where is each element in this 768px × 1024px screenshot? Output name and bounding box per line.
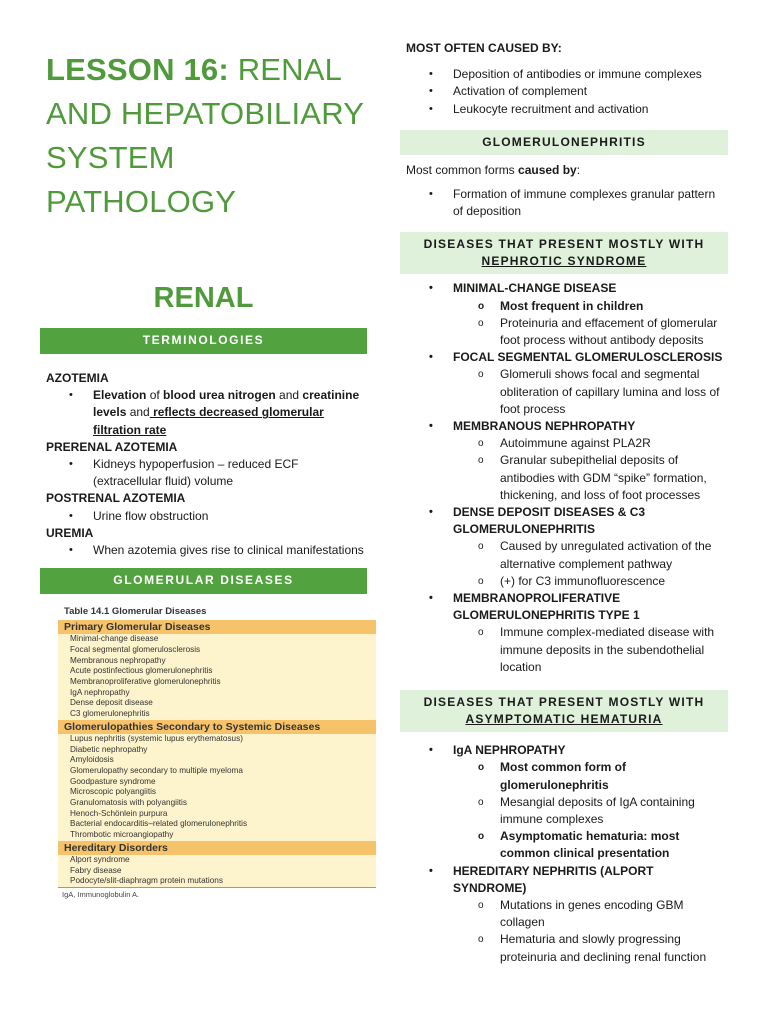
prerenal-definition: • Kidneys hypoperfusion – reduced ECF (extracellular fluid) volume	[40, 456, 367, 490]
table-row: Podocyte/slit-diaphragm protein mutations	[70, 876, 223, 886]
table-group-header: Hereditary Disorders	[58, 841, 376, 855]
disease-fsgs: • FOCAL SEGMENTAL GLOMERULOSCLEROSIS o Glomeruli shows focal and segmental obliteration of capillary lumina and loss of foot process	[400, 349, 728, 418]
postrenal-definition: • Urine flow obstruction	[40, 508, 367, 525]
caused-by-item: • Activation of complement	[400, 83, 728, 100]
term-uremia: UREMIA	[46, 525, 94, 540]
gn-intro: Most common forms caused by:	[406, 162, 581, 177]
table-row: Lupus nephritis (systemic lupus erythematosus)	[70, 733, 243, 743]
table-row: C3 glomerulonephritis	[70, 709, 150, 719]
azotemia-definition: • Elevation of blood urea nitrogen and creatinine levels and reflects decreased glomerular filtration rate	[40, 387, 367, 439]
disease-mn: • MEMBRANOUS NEPHROPATHY o Autoimmune against PLA2R o Granular subepithelial deposits of antibodies with GDM “spike” formation, thickening, and loss of foot processes	[400, 418, 728, 504]
glomerulonephritis-header: GLOMERULONEPHRITIS	[400, 130, 728, 155]
disease-mcd: • MINIMAL-CHANGE DISEASE o Most frequent in children o Proteinuria and effacement of glomerular foot process without antibody deposits	[400, 280, 728, 349]
disease-alport: • HEREDITARY NEPHRITIS (ALPORT SYNDROME) o Mutations in genes encoding GBM collagen o Hematuria and slowly progressing proteinuria and declining renal function	[400, 863, 728, 966]
hematuria-header: DISEASES THAT PRESENT MOSTLY WITH ASYMPTOMATIC HEMATURIA	[400, 690, 728, 732]
table-row: Dense deposit disease	[70, 698, 153, 708]
caused-by-item: • Deposition of antibodies or immune complexes	[400, 66, 728, 83]
table-row: IgA nephropathy	[70, 687, 130, 697]
nephrotic-header: DISEASES THAT PRESENT MOSTLY WITH NEPHROTIC SYNDROME	[400, 232, 728, 274]
table-row: Microscopic polyangiitis	[70, 787, 157, 797]
table-row: Goodpasture syndrome	[70, 776, 156, 786]
table-row: Membranous nephropathy	[70, 655, 166, 665]
uremia-definition: • When azotemia gives rise to clinical manifestations	[40, 542, 367, 559]
glomerular-diseases-table	[58, 606, 376, 901]
table-row: Thrombotic microangiopathy	[70, 830, 174, 840]
caused-by-item: • Leukocyte recruitment and activation	[400, 101, 728, 118]
table-group-header: Primary Glomerular Diseases	[58, 620, 376, 634]
term-postrenal: POSTRENAL AZOTEMIA	[46, 491, 186, 506]
glomerular-diseases-header: GLOMERULAR DISEASES	[40, 568, 367, 594]
lesson-title-part2: AND HEPATOBILIARY	[46, 96, 365, 131]
left-column	[40, 40, 367, 901]
terminologies-list	[40, 370, 367, 559]
table-row: Diabetic nephropathy	[70, 744, 148, 754]
table-body	[58, 620, 376, 888]
table-row: Membranoproliferative glomerulonephritis	[70, 677, 221, 687]
lesson-title-part3: SYSTEM PATHOLOGY	[46, 140, 237, 219]
table-row: Henoch-Schönlein purpura	[70, 808, 168, 818]
table-caption: Table 14.1 Glomerular Diseases	[64, 606, 207, 618]
disease-mpgn: • MEMBRANOPROLIFERATIVE GLOMERULONEPHRITIS TYPE 1 o Immune complex-mediated disease with immune deposits in the subendothelial location	[400, 590, 728, 676]
nephrotic-list	[400, 280, 728, 676]
table-group-header: Glomerulopathies Secondary to Systemic Diseases	[58, 720, 376, 734]
hematuria-list	[400, 742, 728, 966]
table-row: Acute postinfectious glomerulonephritis	[70, 666, 213, 676]
table-row: Amyloidosis	[70, 755, 114, 765]
table-row: Focal segmental glomerulosclerosis	[70, 644, 201, 654]
disease-iga: • IgA NEPHROPATHY o Most common form of glomerulonephritis o Mesangial deposits of IgA containing immune complexes o Asymptomatic hematuria: most common clinical presentation	[400, 742, 728, 862]
table-row: Fabry disease	[70, 865, 122, 875]
table-row: Alport syndrome	[70, 854, 130, 864]
disease-ddd: • DENSE DEPOSIT DISEASES & C3 GLOMERULONEPHRITIS o Caused by unregulated activation of the alternative complement pathway o (+) for C3 immunofluorescence	[400, 504, 728, 590]
table-row: Minimal-change disease	[70, 634, 159, 644]
gn-bullet: • Formation of immune complexes granular pattern of deposition	[400, 186, 728, 220]
lesson-title	[46, 48, 367, 224]
caused-by-title: MOST OFTEN CAUSED BY:	[406, 41, 562, 55]
table-footnote: IgA, Immunoglobulin A.	[62, 890, 140, 899]
lesson-number: LESSON 16:	[46, 52, 229, 87]
term-prerenal: PRERENAL AZOTEMIA	[46, 439, 178, 454]
table-row: Bacterial endocarditis–related glomerulonephritis	[70, 819, 248, 829]
terminologies-header: TERMINOLOGIES	[40, 328, 367, 354]
right-column	[400, 40, 728, 966]
lesson-title-part1: RENAL	[228, 52, 343, 87]
table-row: Glomerulopathy secondary to multiple myeloma	[70, 765, 243, 775]
section-title: RENAL	[153, 282, 254, 314]
term-azotemia: AZOTEMIA	[46, 371, 109, 385]
table-row: Granulomatosis with polyangiitis	[70, 798, 187, 808]
